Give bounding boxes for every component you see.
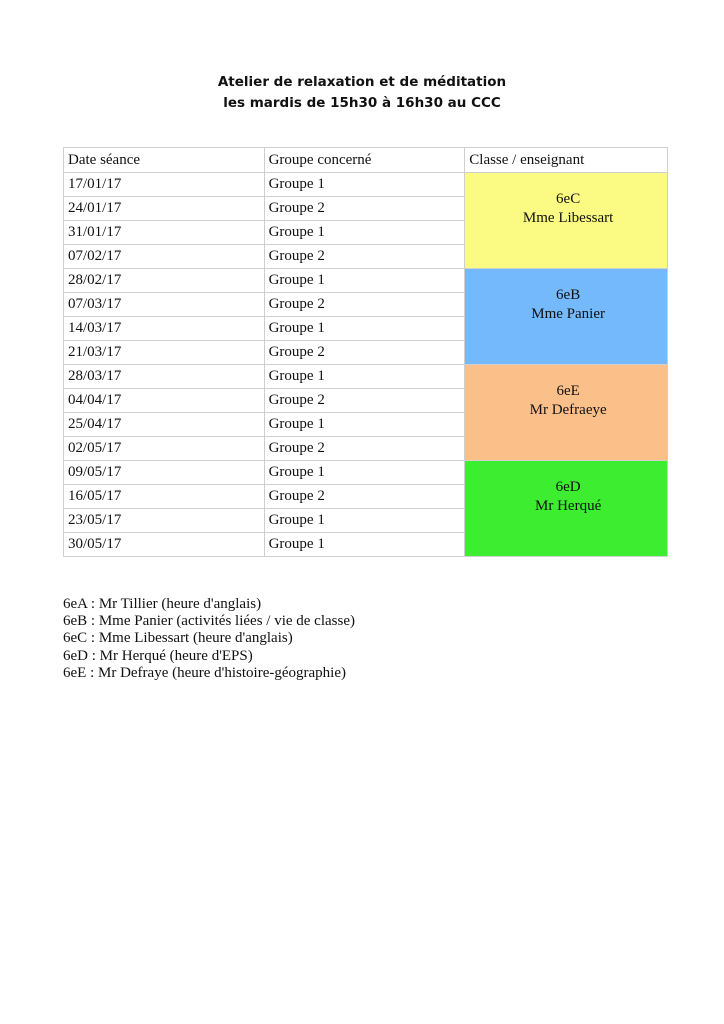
- legend-item: 6eA : Mr Tillier (heure d'anglais): [63, 596, 262, 612]
- teacher-name: Mr Defraeye: [529, 401, 607, 418]
- group-cell: Groupe 1: [264, 269, 465, 293]
- table-row: [64, 365, 668, 389]
- group-cell: Groupe 1: [264, 365, 465, 389]
- date-cell: 31/01/17: [64, 221, 265, 245]
- date-cell: 02/05/17: [64, 437, 265, 461]
- date-cell: 14/03/17: [64, 317, 265, 341]
- header-row: [64, 148, 668, 173]
- date-cell: 16/05/17: [64, 485, 265, 509]
- group-cell: Groupe 1: [264, 221, 465, 245]
- date-cell: 17/01/17: [64, 173, 265, 197]
- class-code: 6eD: [555, 478, 581, 495]
- table-row: [64, 269, 668, 293]
- group-cell: Groupe 2: [264, 389, 465, 413]
- class-code: 6eB: [556, 286, 581, 303]
- date-cell: 25/04/17: [64, 413, 265, 437]
- legend-item: 6eC : Mme Libessart (heure d'anglais): [63, 630, 293, 647]
- group-cell: Groupe 1: [264, 509, 465, 533]
- schedule-table: [63, 147, 668, 557]
- class-legend: [63, 596, 355, 682]
- header-date: Date séance: [64, 148, 265, 173]
- group-cell: Groupe 2: [264, 245, 465, 269]
- teacher-name: Mr Herqué: [535, 497, 602, 514]
- teacher-name: Mme Libessart: [522, 209, 614, 226]
- date-cell: 24/01/17: [64, 197, 265, 221]
- date-cell: 23/05/17: [64, 509, 265, 533]
- date-cell: 21/03/17: [64, 341, 265, 365]
- group-cell: Groupe 1: [264, 317, 465, 341]
- legend-item: 6eD : Mr Herqué (heure d'EPS): [63, 647, 253, 664]
- teacher-name: Mme Panier: [531, 305, 605, 322]
- legend-item: 6eE : Mr Defraye (heure d'histoire-géographie): [63, 664, 346, 681]
- class-teacher-cell: [465, 365, 668, 461]
- group-cell: Groupe 2: [264, 437, 465, 461]
- table-row: [64, 461, 668, 485]
- date-cell: 04/04/17: [64, 389, 265, 413]
- date-cell: 07/03/17: [64, 293, 265, 317]
- group-cell: Groupe 2: [264, 293, 465, 317]
- class-code: 6eE: [556, 382, 580, 399]
- group-cell: Groupe 1: [264, 533, 465, 557]
- date-cell: 09/05/17: [64, 461, 265, 485]
- date-cell: 07/02/17: [64, 245, 265, 269]
- group-cell: Groupe 1: [264, 413, 465, 437]
- class-teacher-cell: [465, 461, 668, 557]
- legend-item: 6eB : Mme Panier (activités liées / vie de classe): [63, 613, 355, 630]
- title-line-2: les mardis de 15h30 à 16h30 au CCC: [223, 95, 501, 111]
- date-cell: 30/05/17: [64, 533, 265, 557]
- class-teacher-cell: [465, 173, 668, 269]
- date-cell: 28/03/17: [64, 365, 265, 389]
- group-cell: Groupe 2: [264, 341, 465, 365]
- date-cell: 28/02/17: [64, 269, 265, 293]
- table-row: [64, 173, 668, 197]
- header-class: Classe / enseignant: [465, 148, 668, 173]
- class-code: 6eC: [556, 190, 581, 207]
- group-cell: Groupe 1: [264, 173, 465, 197]
- group-cell: Groupe 2: [264, 485, 465, 509]
- title-line-1: Atelier de relaxation et de méditation: [217, 74, 507, 90]
- class-teacher-cell: [465, 269, 668, 365]
- group-cell: Groupe 1: [264, 461, 465, 485]
- document-title: [0, 72, 724, 114]
- header-group: Groupe concerné: [264, 148, 465, 173]
- group-cell: Groupe 2: [264, 197, 465, 221]
